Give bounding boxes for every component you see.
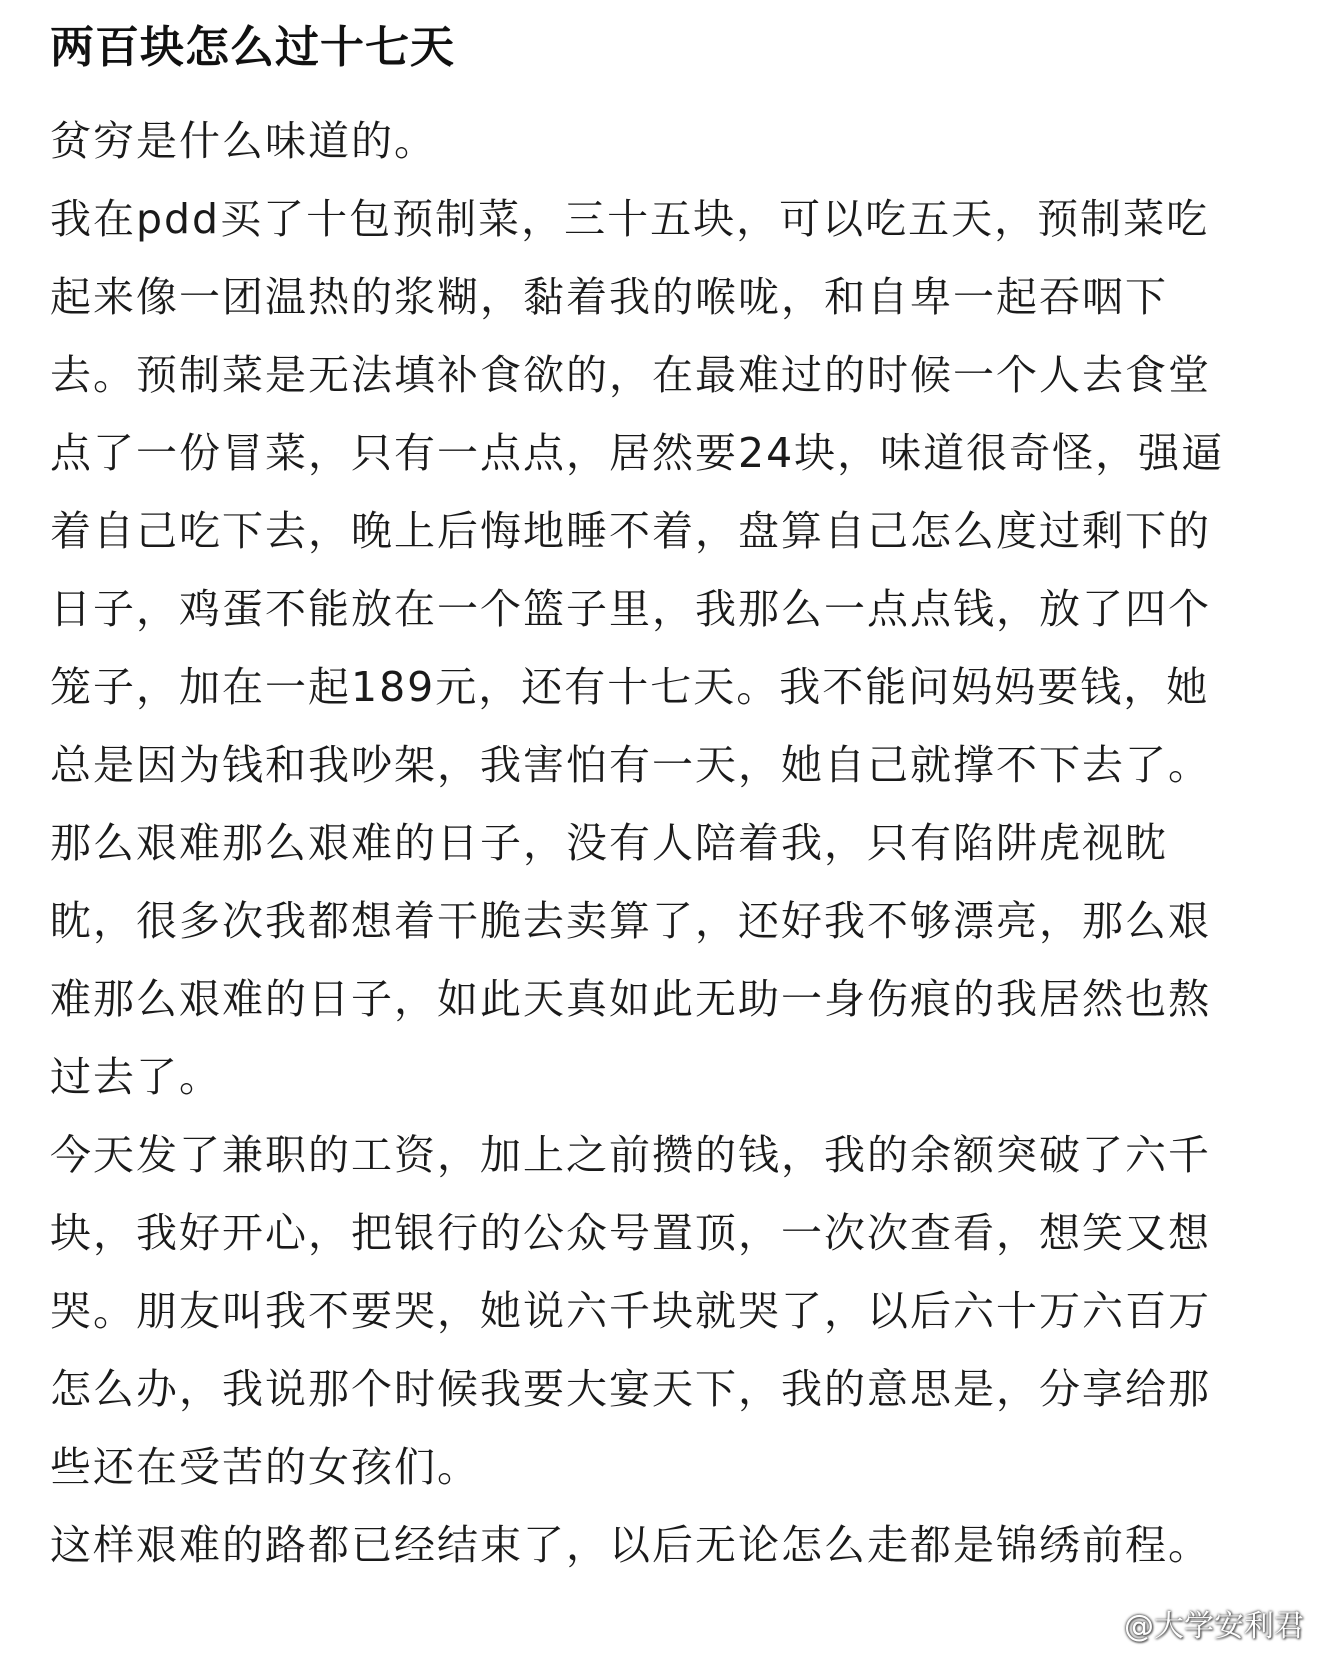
post-body bbox=[50, 102, 1240, 1584]
post-paragraph: 我在pdd买了十包预制菜，三十五块，可以吃五天，预制菜吃起来像一团温热的浆糊，黏着我的喉咙，和自卑一起吞咽下去。预制菜是无法填补食欲的，在最难过的时候一个人去食堂点了一份冒菜，只有一点点，居然要24块，味道很奇怪，强逼着自己吃下去，晚上后悔地睡不着，盘算自己怎么度过剩下的日子，鸡蛋不能放在一个篮子里，我那么一点点钱，放了四个笼子，加在一起189元，还有十七天。我不能问妈妈要钱，她总是因为钱和我吵架，我害怕有一天，她自己就撑不下去了。那么艰难那么艰难的日子，没有人陪着我，只有陷阱虎视眈眈，很多次我都想着干脆去卖算了，还好我不够漂亮，那么艰难那么艰难的日子，如此天真如此无助一身伤痕的我居然也熬过去了。 bbox=[50, 195, 1225, 1101]
watermark-text: @大学安利君 bbox=[1124, 1609, 1304, 1644]
post-title: 两百块怎么过十七天 bbox=[50, 22, 455, 73]
watermark bbox=[1078, 1601, 1304, 1645]
post-paragraph: 今天发了兼职的工资，加上之前攒的钱，我的余额突破了六千块，我好开心，把银行的公众号置顶，一次次查看，想笑又想哭。朋友叫我不要哭，她说六千块就哭了，以后六十万六百万怎么办，我说那个时候我要大宴天下，我的意思是，分享给那些还在受苦的女孩们。 bbox=[50, 1131, 1211, 1491]
post-paragraph: 贫穷是什么味道的。 bbox=[50, 117, 437, 165]
weibo-icon bbox=[1078, 1607, 1118, 1639]
post-paragraph: 这样艰难的路都已经结束了，以后无论怎么走都是锦绣前程。 bbox=[50, 1521, 1211, 1569]
